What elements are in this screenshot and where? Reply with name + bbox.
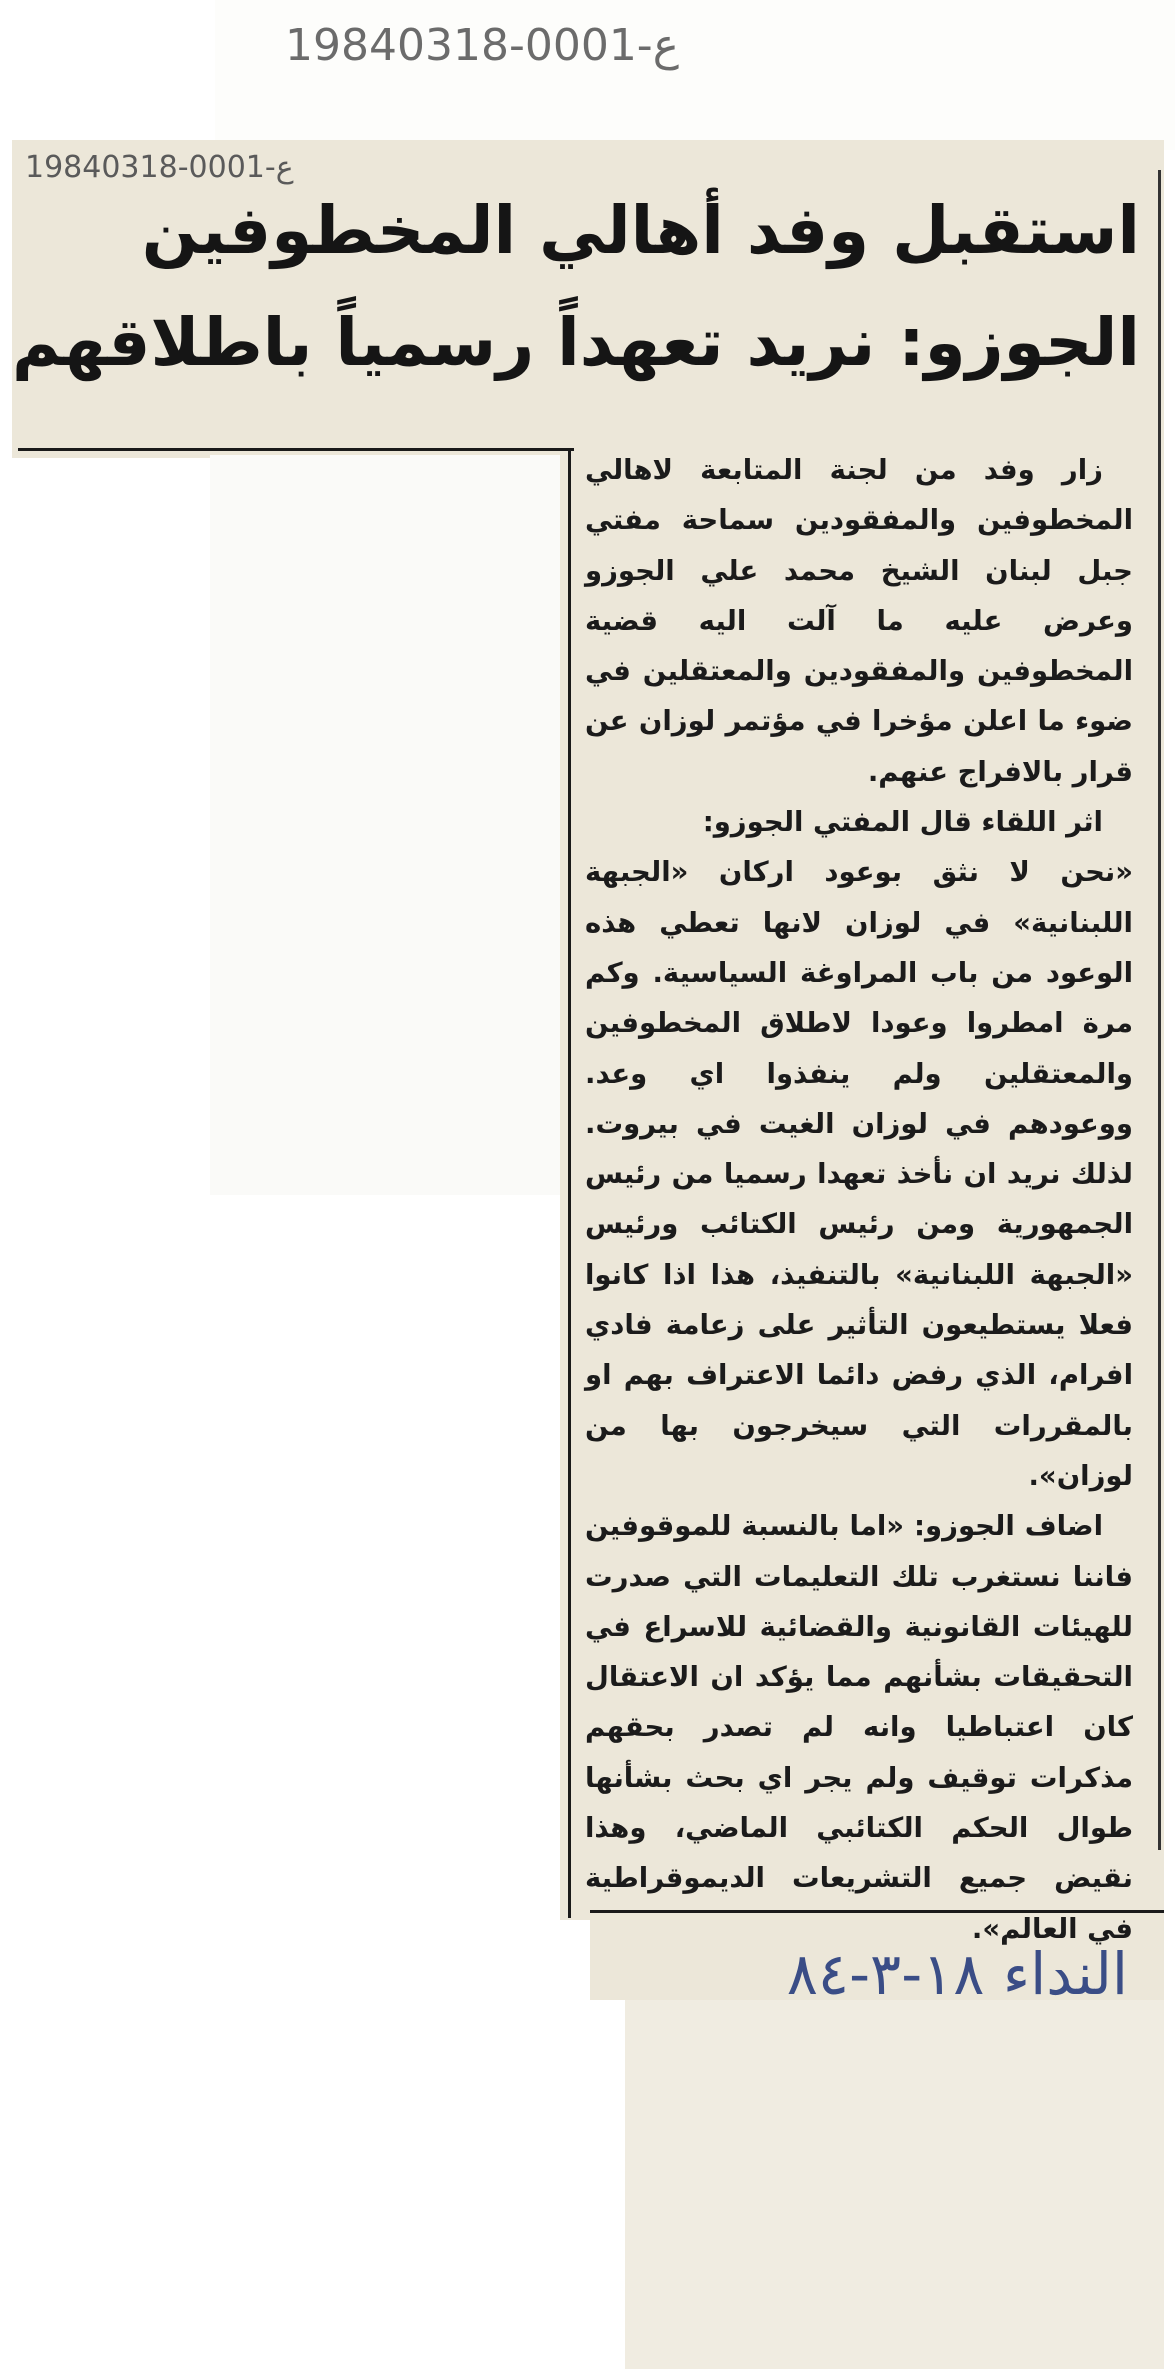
right-border-rule bbox=[1158, 170, 1161, 1850]
headline-line-1: استقبل وفد أهالي المخطوفين bbox=[141, 192, 1140, 269]
headline-rule bbox=[18, 448, 574, 451]
blank-paper-backing bbox=[210, 455, 560, 1195]
archive-label-number: 19840318-0001-ع bbox=[285, 20, 679, 71]
handwritten-date: النداء ١٨-٣-٨٤ bbox=[786, 1940, 1128, 2008]
article-paragraph: اثر اللقاء قال المفتي الجوزو: bbox=[702, 806, 1103, 839]
article-body bbox=[585, 445, 1133, 1954]
clipping-archive-number: 19840318-0001-ع bbox=[25, 150, 294, 185]
headline-line-2: الجوزو: نريد تعهداً رسمياً باطلاقهم bbox=[11, 304, 1140, 381]
article-paragraph: «نحن لا نثق بوعود اركان «الجبهة اللبنانية» في لوزان لانها تعطي هذه الوعود من باب المراوغة السياسية. وكم مرة امطروا وعودا لاطلاق المخطوفين والمعتقلين ولم ينفذوا اي وعد. ووعودهم في لوزان الغيت في بيروت. لذلك نريد ان نأخذ تعهدا رسميا من رئيس الجمهورية ومن رئيس الكتائب ورئيس «الجبهة اللبنانية» بالتنفيذ، هذا اذا كانوا فعلا يستطيعون التأثير على زعامة فادي افرام، الذي رفض دائما الاعتراف بهم او بالمقررات التي سيخرجون بها من لوزان». bbox=[585, 856, 1133, 1492]
clipping-tail-paper bbox=[625, 2000, 1164, 2369]
article-paragraph: زار وفد من لجنة المتابعة لاهالي المخطوفين والمفقودين سماحة مفتي جبل لبنان الشيخ محمد علي الجوزو وعرض عليه ما آلت اليه قضية المخطوفين والمفقودين والمعتقلين في ضوء ما اعلن مؤخرا في مؤتمر لوزان عن قرار بالافراج عنهم. bbox=[585, 454, 1133, 788]
column-rule bbox=[568, 448, 571, 1918]
headline bbox=[11, 175, 1140, 399]
article-paragraph: اضاف الجوزو: «اما بالنسبة للموقوفين فاننا نستغرب تلك التعليمات التي صدرت للهيئات القانونية والقضائية للاسراع في التحقيقات بشأنهم مما يؤكد ان الاعتقال كان اعتباطيا وانه لم تصدر بحقهم مذكرات توقيف ولم يجر اي بحث بشأنها طوال الحكم الكتائبي الماضي، وهذا نقيض جميع التشريعات الديموقراطية في العالم». bbox=[585, 1510, 1133, 1945]
